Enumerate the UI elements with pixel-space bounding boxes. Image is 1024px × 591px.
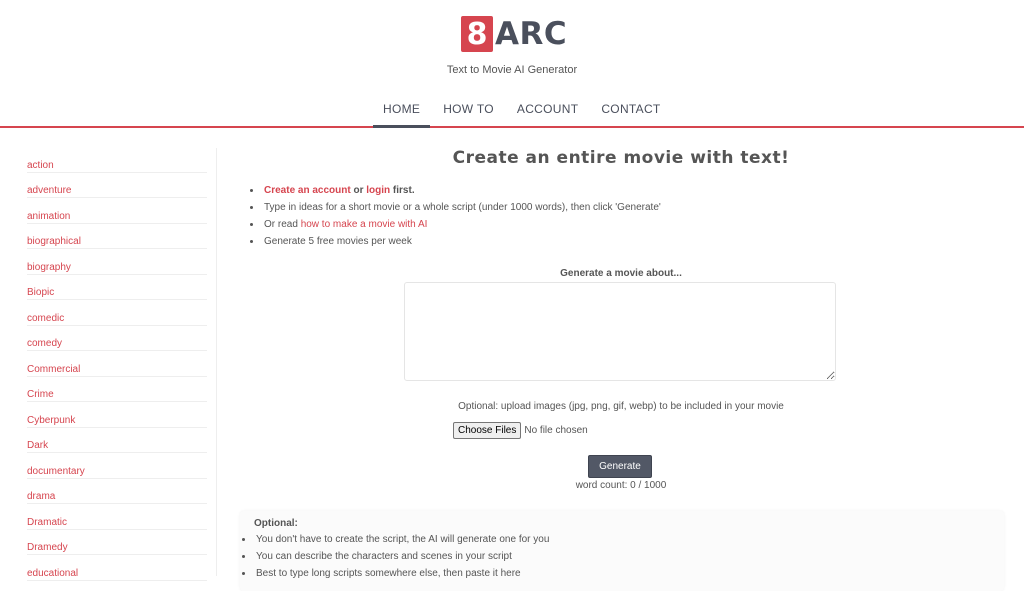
sidebar-item[interactable]: Crime — [27, 377, 207, 402]
upload-label: Optional: upload images (jpg, png, gif, webp) to be included in your movie — [458, 401, 784, 412]
sidebar-item[interactable]: Commercial — [27, 352, 207, 377]
file-upload — [453, 422, 588, 439]
logo-mark: 8 — [461, 16, 493, 52]
list-item — [250, 216, 661, 233]
movie-idea-textarea[interactable] — [404, 282, 836, 381]
optional-list — [242, 531, 549, 582]
word-count: word count: 0 / 1000 — [575, 480, 667, 491]
choose-files-button[interactable]: Choose Files — [453, 422, 521, 439]
list-item: • Generate 5 free movies per week — [250, 233, 661, 250]
or-text: or — [350, 185, 367, 196]
sidebar-item[interactable]: biographical — [27, 224, 207, 249]
logo-text: ARC — [495, 16, 568, 52]
optional-title: Optional: — [254, 518, 298, 529]
generate-label: Generate a movie about... — [560, 268, 682, 279]
or-read-text: Or read — [264, 219, 301, 230]
genre-sidebar — [0, 148, 217, 579]
instructions-list — [250, 182, 661, 250]
create-account-link[interactable]: Create an account — [264, 185, 351, 196]
how-to-link[interactable]: how to make a movie with AI — [300, 219, 428, 230]
sidebar-item[interactable]: comedic — [27, 301, 207, 326]
login-link[interactable]: login — [366, 185, 391, 196]
sidebar-item[interactable]: drama — [27, 479, 207, 504]
sidebar-item[interactable]: Dramedy — [27, 530, 207, 555]
sidebar-item[interactable]: documentary — [27, 454, 207, 479]
list-item: • Type in ideas for a short movie or a whole script (under 1000 words), then click 'Generate' — [250, 199, 661, 216]
main-content — [218, 128, 1024, 579]
sidebar-item[interactable]: Dark — [27, 428, 207, 453]
main-nav — [373, 96, 671, 128]
sidebar-item[interactable]: action — [27, 148, 207, 173]
sidebar-item[interactable]: adventure — [27, 173, 207, 198]
no-file-text: No file chosen — [524, 425, 588, 436]
nav-contact[interactable]: CONTACT — [601, 102, 661, 116]
sidebar-item[interactable]: biography — [27, 250, 207, 275]
sidebar-item[interactable]: Biopic — [27, 275, 207, 300]
list-item: • You don't have to create the script, the AI will generate one for you — [242, 531, 549, 548]
list-item — [250, 182, 661, 199]
sidebar-item[interactable]: animation — [27, 199, 207, 224]
sidebar-item[interactable]: comedy — [27, 326, 207, 351]
page-title: Create an entire movie with text! — [452, 148, 790, 168]
list-item: • Best to type long scripts somewhere else, then paste it here — [242, 565, 549, 582]
logo[interactable] — [461, 16, 567, 52]
site-header — [0, 0, 1024, 128]
sidebar-item[interactable]: educational — [27, 556, 207, 581]
nav-how-to[interactable]: HOW TO — [443, 102, 494, 116]
list-item: • You can describe the characters and scenes in your script — [242, 548, 549, 565]
sidebar-item[interactable]: Cyberpunk — [27, 403, 207, 428]
nav-account[interactable]: ACCOUNT — [516, 102, 579, 116]
generate-button[interactable]: Generate — [588, 455, 652, 478]
nav-home[interactable]: HOME — [373, 96, 430, 128]
tagline: Text to Movie AI Generator — [446, 64, 578, 76]
sidebar-item[interactable]: Dramatic — [27, 505, 207, 530]
first-text: first. — [390, 185, 415, 196]
